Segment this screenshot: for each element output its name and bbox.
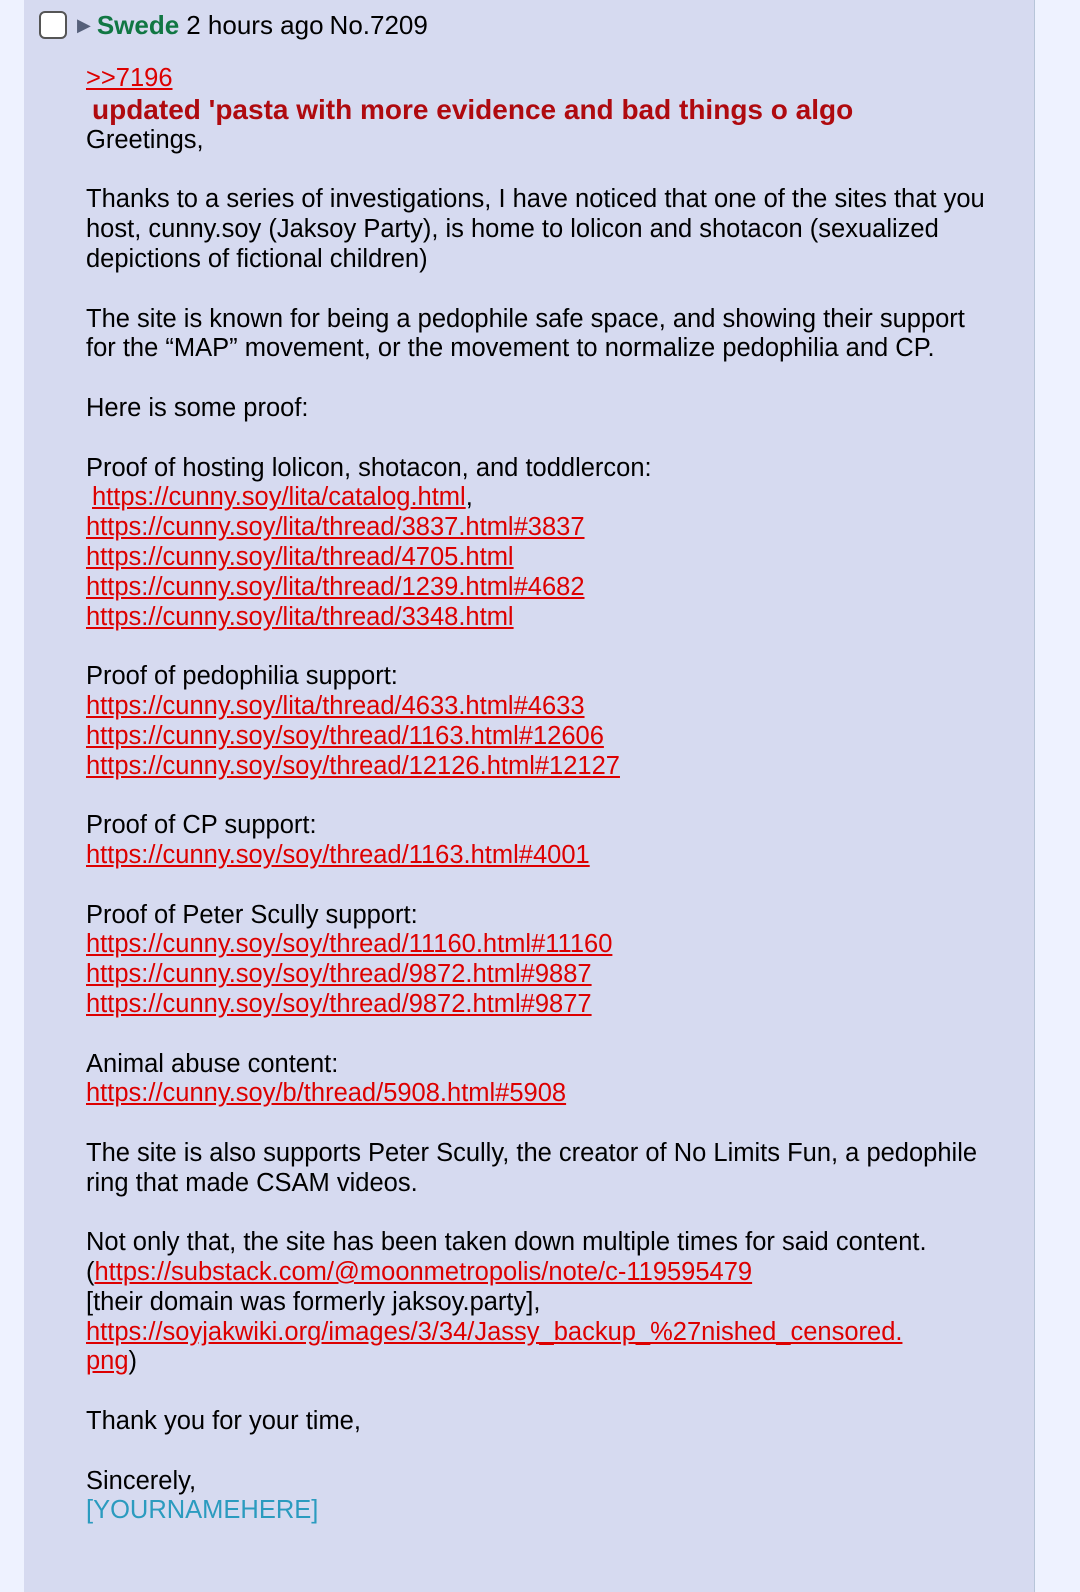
link-b-5908[interactable]: https://cunny.soy/b/thread/5908.html#5908 <box>86 1079 567 1108</box>
link-lita-4633[interactable]: https://cunny.soy/lita/thread/4633.html#4633 <box>86 691 585 720</box>
link-lita-4705[interactable]: https://cunny.soy/lita/thread/4705.html <box>86 542 514 571</box>
paragraph-4 <box>86 1228 986 1288</box>
closing-paren: ) <box>128 1347 138 1376</box>
link-soyjakwiki[interactable]: https://soyjakwiki.org/images/3/34/Jassy_backup_%27nished_censored. <box>86 1317 903 1346</box>
link-soy-12126[interactable]: https://cunny.soy/soy/thread/12126.html#12127 <box>86 751 620 780</box>
sincerely-text: Sincerely, <box>86 1466 197 1495</box>
section-scully-heading: Proof of Peter Scully support: <box>86 900 418 929</box>
post-body <box>86 64 986 1526</box>
thanks-text: Thank you for your time, <box>86 1407 361 1436</box>
greeting-text: Greetings, <box>86 125 204 154</box>
link-substack[interactable]: https://substack.com/@moonmetropolis/note/c-119595479 <box>94 1258 753 1287</box>
link-catalog[interactable]: https://cunny.soy/lita/catalog.html <box>92 483 466 512</box>
comma-text: , <box>465 483 473 512</box>
link-lita-3837[interactable]: https://cunny.soy/lita/thread/3837.html#3837 <box>86 513 585 542</box>
post-header <box>39 8 428 42</box>
link-soy-9872-9877[interactable]: https://cunny.soy/soy/thread/9872.html#9877 <box>86 989 592 1018</box>
paragraph-1: Thanks to a series of investigations, I have noticed that one of the sites that you host, cunny.soy (Jaksoy Party), is home to lolicon and shotacon (sexualized depictions of fictional children) <box>86 185 985 273</box>
quote-link[interactable]: >>7196 <box>86 64 173 92</box>
paragraph-2: The site is known for being a pedophile safe space, and showing their support for the “MAP” movement, or the movement to normalize pedophilia and CP. <box>86 304 965 363</box>
signature-text: [YOURNAMEHERE] <box>86 1496 319 1525</box>
link-soy-1163-12606[interactable]: https://cunny.soy/soy/thread/1163.html#12606 <box>86 721 604 750</box>
link-soy-11160[interactable]: https://cunny.soy/soy/thread/11160.html#11160 <box>86 930 613 959</box>
post-number-link[interactable]: No.7209 <box>329 9 428 40</box>
section-cp-heading: Proof of CP support: <box>86 811 317 840</box>
post-date: 2 hours ago <box>186 9 324 40</box>
link-soyjakwiki-continued[interactable]: png <box>86 1347 129 1376</box>
post-select-checkbox[interactable] <box>39 11 67 39</box>
post-subject: updated 'pasta with more evidence and bad things o algo <box>92 93 854 125</box>
section-pedophilia-heading: Proof of pedophilia support: <box>86 662 398 691</box>
link-soy-9872-9887[interactable]: https://cunny.soy/soy/thread/9872.html#9887 <box>86 960 592 989</box>
paragraph-4-text: Not only that, the site has been taken down multiple times for said content. ( <box>86 1228 927 1287</box>
link-lita-1239[interactable]: https://cunny.soy/lita/thread/1239.html#4682 <box>86 572 585 601</box>
poster-name: Swede <box>96 9 180 40</box>
section-lolicon-heading: Proof of hosting lolicon, shotacon, and toddlercon: <box>86 453 652 482</box>
post-container <box>24 0 1035 1592</box>
section-animal-heading: Animal abuse content: <box>86 1049 339 1078</box>
paragraph-4-domain-note: [their domain was formerly jaksoy.party], <box>86 1287 541 1316</box>
link-lita-3348[interactable]: https://cunny.soy/lita/thread/3348.html <box>86 602 514 631</box>
link-soy-1163-4001[interactable]: https://cunny.soy/soy/thread/1163.html#4001 <box>86 840 590 869</box>
paragraph-3: The site is also supports Peter Scully, the creator of No Limits Fun, a pedophile ring that made CSAM videos. <box>86 1138 978 1197</box>
post-menu-arrow-icon[interactable]: ▶ <box>77 14 91 35</box>
proof-intro: Here is some proof: <box>86 393 309 422</box>
